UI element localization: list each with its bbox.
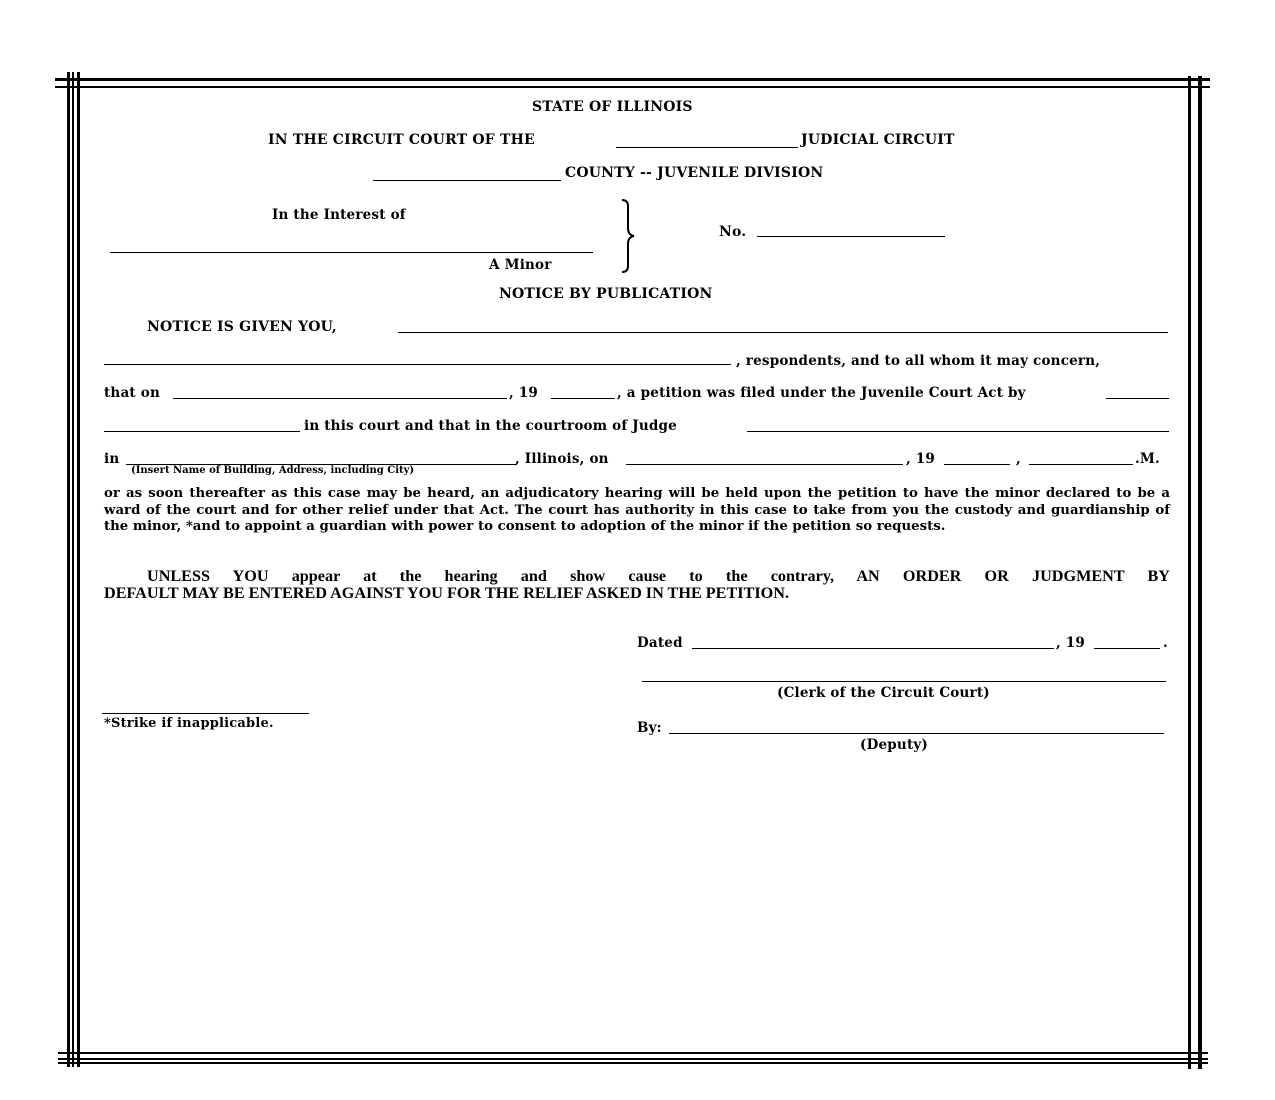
that-on-label: that on: [104, 385, 160, 401]
border-top-inner: [55, 86, 1210, 88]
courtroom-judge-label: in this court and that in the courtroom of Judge: [304, 418, 677, 434]
minor-name-field[interactable]: [110, 252, 593, 253]
border-top-outer: [55, 78, 1210, 81]
default-warning: [104, 568, 1170, 602]
dated-date-field[interactable]: [692, 648, 1054, 649]
border-bottom-inner: [58, 1058, 1208, 1060]
filed-year-label: , 19: [509, 385, 538, 401]
circuit-court-label: IN THE CIRCUIT COURT OF THE: [268, 132, 535, 148]
petition-filed-label: , a petition was filed under the Juvenile Court Act by: [617, 385, 1026, 401]
caption-brace-icon: [618, 198, 638, 274]
deputy-signature-field[interactable]: [669, 733, 1164, 734]
petitioner-field-2[interactable]: [104, 431, 300, 432]
county-field[interactable]: [373, 180, 561, 181]
notice-title: NOTICE BY PUBLICATION: [499, 286, 713, 302]
interest-of-label: In the Interest of: [272, 207, 406, 223]
border-left-outer: [67, 72, 70, 1067]
border-bottom-inner2: [58, 1062, 1208, 1064]
in-label: in: [104, 451, 120, 467]
hearing-paragraph: or as soon thereafter as this case may be heard, an adjudicatory hearing will be held upon the petition to have the minor declared to be a ward of the court and for other relief under that Act. The court has authority in this case to take from you the custody and guardianship of the minor, *and to appoint a guardian with power to consent to adoption of the minor if the petition so requests.: [104, 486, 1170, 534]
county-division-label: COUNTY -- JUVENILE DIVISION: [565, 165, 824, 181]
footnote: *Strike if inapplicable.: [104, 716, 274, 731]
hearing-year-label: , 19: [906, 451, 935, 467]
deputy-label: (Deputy): [860, 737, 929, 753]
state-heading: STATE OF ILLINOIS: [532, 99, 693, 115]
meridiem-label: .M.: [1135, 451, 1160, 467]
a-minor-label: A Minor: [489, 257, 552, 273]
respondents-field-1[interactable]: [398, 332, 1168, 333]
illinois-on-label: , Illinois, on: [515, 451, 609, 467]
case-number-field[interactable]: [757, 236, 945, 237]
filed-date-field[interactable]: [173, 398, 507, 399]
location-hint: (Insert Name of Building, Address, including City): [131, 465, 415, 476]
hearing-time-field[interactable]: [1029, 464, 1133, 465]
case-number-label: No.: [719, 224, 747, 240]
dated-year-field[interactable]: [1094, 648, 1160, 649]
hearing-year-field[interactable]: [944, 464, 1010, 465]
by-label: By:: [637, 720, 662, 736]
respondents-field-2[interactable]: [104, 364, 731, 365]
judicial-circuit-field[interactable]: [616, 147, 798, 148]
border-bottom-outer: [58, 1052, 1208, 1054]
dated-label: Dated: [637, 635, 683, 651]
clerk-signature-field[interactable]: [642, 681, 1166, 682]
time-comma: ,: [1016, 451, 1021, 467]
judge-field[interactable]: [747, 431, 1169, 432]
border-left-inner: [77, 72, 80, 1067]
clerk-label: (Clerk of the Circuit Court): [777, 685, 990, 701]
default-warning-line2: DEFAULT MAY BE ENTERED AGAINST YOU FOR THE RELIEF ASKED IN THE PETITION.: [104, 584, 789, 602]
petitioner-field-1[interactable]: [1106, 398, 1169, 399]
dated-year-label: , 19: [1056, 635, 1085, 651]
default-warning-line1: UNLESS YOU appear at the hearing and show cause to the contrary, AN ORDER OR JUDGMENT BY: [147, 567, 1170, 585]
respondents-label: , respondents, and to all whom it may concern,: [736, 353, 1101, 369]
border-right-inner: [1188, 76, 1191, 1069]
judicial-circuit-label: JUDICIAL CIRCUIT: [801, 132, 955, 148]
hearing-date-field[interactable]: [626, 464, 903, 465]
notice-given-label: NOTICE IS GIVEN YOU,: [147, 319, 337, 335]
border-left-mid: [72, 72, 74, 1067]
footnote-divider: [102, 713, 309, 714]
border-right-outer: [1198, 76, 1202, 1069]
filed-year-field[interactable]: [551, 398, 615, 399]
dated-period: .: [1163, 635, 1168, 651]
